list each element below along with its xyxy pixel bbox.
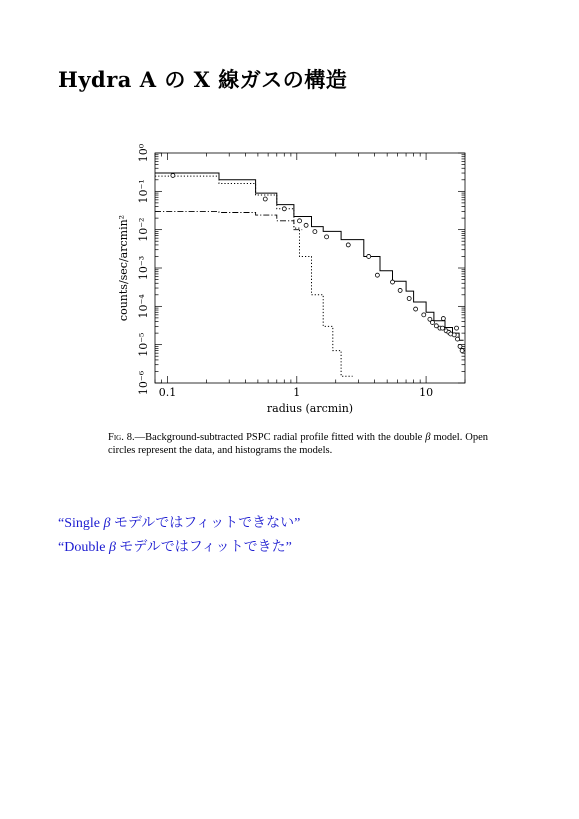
data-point: [171, 173, 175, 177]
data-point: [441, 326, 445, 330]
y-tick-label: 10⁻⁵: [137, 332, 150, 357]
x-tick-label: 1: [293, 386, 301, 399]
note-2-after: モデルではフィットできた”: [115, 540, 292, 555]
data-point: [452, 333, 456, 337]
model-histogram-dash-dot: [155, 211, 302, 229]
x-tick-label: 0.1: [158, 386, 177, 399]
caption-text-part2: model. Open circles represent the data, and histograms the models.: [108, 432, 489, 456]
data-point: [375, 273, 379, 277]
note-2-before: “Double: [58, 540, 109, 555]
y-tick-label: 10⁻¹: [137, 179, 150, 204]
caption-beta-symbol: β: [425, 432, 431, 443]
y-tick-label: 10⁻³: [137, 255, 150, 281]
note-single-beta: [58, 512, 300, 532]
page-title: Hydra A の X 線ガスの構造: [58, 67, 348, 92]
data-point: [313, 230, 317, 234]
x-axis-label: radius (arcmin): [266, 402, 354, 415]
x-tick-label: 10: [419, 386, 434, 399]
note-2-beta: β: [108, 540, 116, 555]
y-axis-label: counts/sec/arcmin²: [117, 214, 130, 322]
data-point: [441, 317, 445, 321]
note-1-after: モデルではフィットできない”: [110, 516, 301, 531]
data-point: [455, 326, 459, 330]
y-tick-label: 10⁻⁴: [137, 294, 150, 319]
radial-profile-chart: [110, 138, 490, 418]
note-1-beta: β: [103, 516, 111, 531]
data-point: [422, 313, 426, 317]
caption-text-part1: —Background-subtracted PSPC radial profile fitted with the double: [134, 432, 426, 443]
caption-fig-label: Fig. 8.: [108, 432, 135, 443]
data-point: [325, 235, 329, 239]
figure: [110, 138, 490, 418]
note-1-before: “Single: [58, 516, 104, 531]
data-point: [263, 197, 267, 201]
data-point: [398, 288, 402, 292]
data-point: [414, 307, 418, 311]
data-point: [298, 219, 302, 223]
y-tick-label: 10⁻⁶: [137, 370, 150, 396]
y-tick-label: 10⁰: [137, 143, 150, 163]
plot-frame: [155, 153, 465, 383]
data-point: [460, 349, 464, 353]
data-point: [282, 207, 286, 211]
figure-caption: [108, 431, 488, 457]
data-point: [367, 254, 371, 258]
data-point: [458, 344, 462, 348]
data-point: [304, 223, 308, 227]
data-point: [407, 297, 411, 301]
data-point: [456, 337, 460, 341]
y-tick-label: 10⁻²: [137, 217, 150, 242]
data-point: [391, 280, 395, 284]
data-point: [346, 243, 350, 247]
note-double-beta: [58, 536, 292, 556]
model-histogram-dotted: [155, 176, 353, 376]
data-point: [430, 320, 434, 324]
